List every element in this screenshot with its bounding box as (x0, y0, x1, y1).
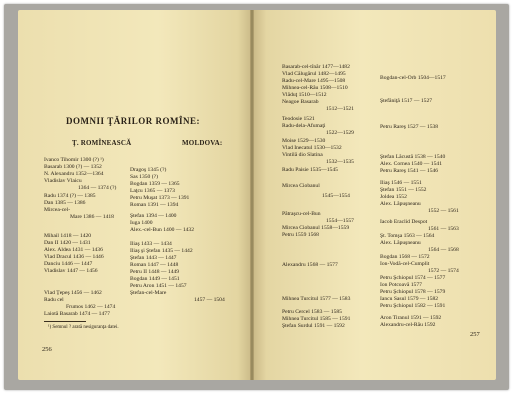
ruler-entry: Alex. Lăpuşneanu (380, 201, 421, 207)
ruler-entry: Ştefan 1443 — 1447 (130, 255, 177, 261)
page-number-left: 256 (42, 346, 52, 353)
ruler-entry: Petru II 1448 — 1449 (130, 269, 180, 275)
ruler-entry: Alex. Lăpuşneanu (380, 240, 421, 246)
ruler-entry: Roman 1447 — 1448 (130, 262, 179, 268)
ruler-entry: Ştefan Lăcustă 1538 — 1540 (380, 154, 446, 160)
ruler-entry: Ion-Vodă-cel-Cumplit (380, 261, 430, 267)
ruler-entry: Danciu 1446 — 1447 (44, 261, 93, 267)
ruler-entry: Frumos 1462 — 1474 (66, 304, 116, 310)
ruler-entry: Ştefăniţă 1517 — 1527 (380, 98, 433, 104)
ruler-entry: Şt. Tomşa 1563 — 1564 (380, 233, 435, 239)
ruler-entry: Roman 1391 — 1394 (130, 202, 179, 208)
ruler-entry: Iancu Sasul 1579 — 1582 (380, 296, 439, 302)
ruler-entry: Radu Paisie 1535—1545 (282, 167, 338, 173)
ruler-entry: Vladislav Vlaicu (44, 178, 82, 184)
ruler-entry: Vlad Călugărul 1482—1495 (282, 71, 346, 77)
ruler-entry: 1522—1529 (326, 130, 354, 136)
ruler-entry: Iacob Eraclid Despot (380, 219, 428, 225)
ruler-entry: Mihnea Turcitul 1585 — 1591 (282, 316, 351, 322)
ruler-entry: Basarab 1300 (?) — 1352 (44, 164, 102, 170)
ruler-entry: Iuga 1400 (130, 220, 153, 226)
ruler-entry: Aron Tiranul 1591 — 1592 (380, 315, 442, 321)
ruler-entry: Joldea 1552 (380, 194, 407, 200)
ruler-entry: Mircea Ciobanul (282, 183, 320, 189)
ruler-entry: 1564 — 1568 (428, 247, 459, 253)
ruler-entry: Sas 1350 (?) (130, 174, 158, 180)
ruler-entry: Laiotă Basarab 1474 — 1477 (44, 311, 110, 317)
ruler-entry: Bogdan-cel-Orb 1504—1517 (380, 75, 446, 81)
ruler-entry: Iliaş şi Ştefan 1435 — 1442 (130, 248, 193, 254)
ruler-entry: Ştefan 1394 — 1400 (130, 213, 177, 219)
ruler-entry: Vlăduţ 1510—1512 (282, 92, 327, 98)
ruler-entry: Pătraşcu-cel-Bun (282, 211, 321, 217)
ruler-entry: Bogdan 1449 — 1451 (130, 276, 180, 282)
ruler-entry: Mihail 1418 — 1420 (44, 233, 92, 239)
ruler-entry: Petru Cercel 1583 — 1585 (282, 309, 342, 315)
ruler-entry: Radu-dela-Afumaţi (282, 123, 326, 129)
right-page (252, 10, 496, 380)
column-title-moldova: MOLDOVA: (182, 139, 223, 147)
ruler-entry: 1512—1521 (326, 106, 354, 112)
ruler-entry: Alex. Aldea 1431 — 1436 (44, 247, 103, 253)
ruler-entry: 1552 — 1561 (428, 208, 459, 214)
ruler-entry: Dan II 1420 — 1431 (44, 240, 91, 246)
ruler-entry: Vlad Inecatul 1530—1532 (282, 145, 342, 151)
ruler-entry: Mircea-cel- (44, 207, 71, 213)
ruler-entry: Alexandru 1568 — 1577 (282, 262, 338, 268)
ruler-entry: Dan 1385 — 1386 (44, 200, 86, 206)
footnote: ¹) Semnul ? arată nesiguranţa datei. (48, 325, 119, 330)
ruler-entry: Mihnea Turcitul 1577 — 1583 (282, 296, 351, 302)
ruler-entry: Dragoş 1345 (?) (130, 167, 167, 173)
ruler-entry: Mare 1386 — 1418 (70, 214, 114, 220)
ruler-entry: Basarab-cel-tînăr 1477—1482 (282, 64, 350, 70)
ruler-entry: 1561 — 1563 (428, 226, 459, 232)
ruler-entry: Radu-cel-Mare 1495—1508 (282, 78, 346, 84)
ruler-entry: Alexandru-cel-Rău 1592 (380, 322, 436, 328)
ruler-entry: Bogdan 1359 — 1365 (130, 181, 180, 187)
ruler-entry: Mircea Ciobanul 1558—1559 (282, 225, 350, 231)
ruler-entry: Neagoe Basarab (282, 99, 319, 105)
ruler-entry: 1457 — 1504 (194, 297, 225, 303)
ruler-entry: Vlad Ţepeş 1456 — 1462 (44, 290, 102, 296)
ruler-entry: 1572 — 1574 (428, 268, 459, 274)
ruler-entry: Vlad Dracul 1436 — 1446 (44, 254, 104, 260)
ruler-entry: Laţcu 1365 — 1373 (130, 188, 175, 194)
footnote-rule (44, 321, 86, 322)
ruler-entry: Alex.-cel-Bun 1400 — 1432 (130, 227, 195, 233)
ruler-entry: Ivanco Tihomir 1300 (?) ¹) (44, 157, 104, 163)
ruler-entry: Teodosie 1521 (282, 116, 315, 122)
ruler-entry: 1364 — 1374 (?) (78, 185, 117, 191)
ruler-entry: Petru Muşat 1373 — 1391 (130, 195, 190, 201)
ruler-entry: Ion Potcoavă 1577 (380, 282, 422, 288)
ruler-entry: Petru 1559 1568 (282, 232, 319, 238)
ruler-entry: Moise 1529—1530 (282, 138, 326, 144)
ruler-entry: Bogdan 1568 — 1572 (380, 254, 430, 260)
ruler-entry: 1532—1535 (326, 159, 354, 165)
page-heading: DOMNII ŢĂRILOR ROMÎNE: (66, 116, 201, 126)
ruler-entry: Petru Rareş 1527 — 1538 (380, 124, 439, 130)
page-number-right: 257 (470, 331, 480, 338)
ruler-entry: Alex. Cornea 1540 — 1541 (380, 161, 442, 167)
ruler-entry: N. Alexandru 1352—1364 (44, 171, 104, 177)
ruler-entry: Vintilă dio Slatina (282, 152, 323, 158)
ruler-entry: Petru Rareş 1541 — 1546 (380, 168, 439, 174)
ruler-entry: Vladislav 1447 — 1456 (44, 268, 98, 274)
ruler-entry: Petru Şchiopul 1578 — 1579 (380, 289, 446, 295)
ruler-entry: Mihnea-cel-Rău 1508—1510 (282, 85, 348, 91)
column-title-tara-romineasca: Ţ. ROMÎNEASCĂ (72, 139, 132, 147)
ruler-entry: 1554—1557 (326, 218, 354, 224)
ruler-entry: Radu 1374 (?) — 1385 (44, 193, 96, 199)
ruler-entry: Iliaş 1546 — 1551 (380, 180, 422, 186)
left-page (18, 10, 252, 380)
book-spine (250, 10, 254, 380)
ruler-entry: Ştefan Surdul 1591 — 1592 (282, 323, 345, 329)
ruler-entry: Radu cel (44, 297, 64, 303)
ruler-entry: Iliaş 1433 — 1434 (130, 241, 172, 247)
ruler-entry: Petru Şchiopul 1582 — 1591 (380, 303, 446, 309)
ruler-entry: Ştefan-cel-Mare (130, 290, 167, 296)
ruler-entry: Ştefan 1551 — 1552 (380, 187, 427, 193)
ruler-entry: 1545—1554 (322, 193, 350, 199)
ruler-entry: Petru Şchiopul 1574 — 1577 (380, 275, 446, 281)
ruler-entry: Petru Aron 1451 — 1457 (130, 283, 187, 289)
